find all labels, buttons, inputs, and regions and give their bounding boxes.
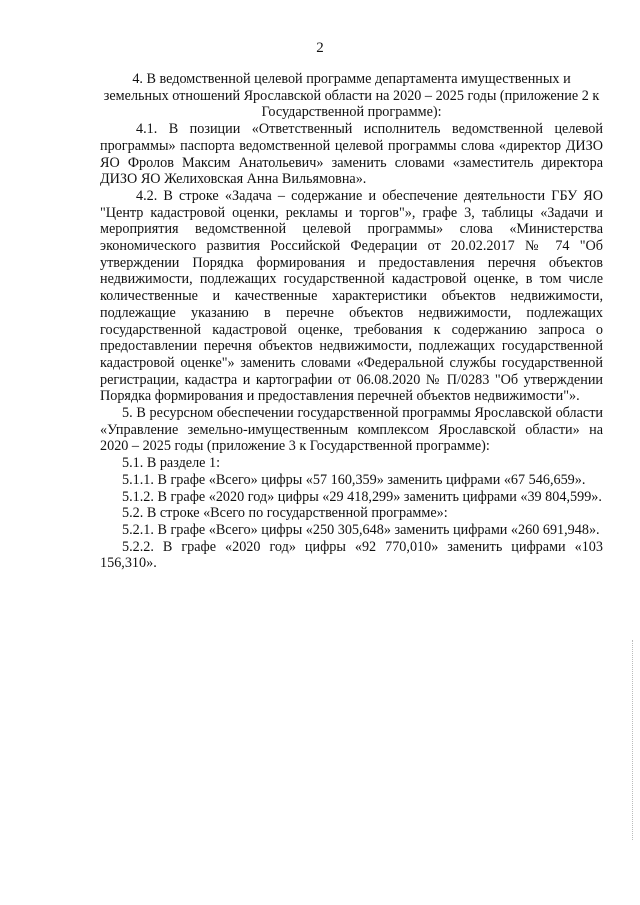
paragraph-5-2: 5.2. В строке «Всего по государственной программе»:	[122, 505, 448, 522]
paragraph-4: 4. В ведомственной целевой программе департамента имущественных и земельных отношений Ярославской области на 2020 – 2025 годы (приложение 2 к Государственной программе):	[103, 71, 600, 121]
paragraph-5-1-2: 5.1.2. В графе «2020 год» цифры «29 418,299» заменить цифрами «39 804,599».	[122, 488, 602, 505]
document-body	[100, 71, 603, 572]
paragraph-5: 5. В ресурсном обеспечении государственной программы Ярославской области «Управление земельно-имущественным комплексом Ярославской области» на 2020 – 2025 годы (приложение 3 к Государственной программе):	[100, 405, 603, 455]
paragraph-4-2: 4.2. В строке «Задача – содержание и обеспечение деятельности ГБУ ЯО "Центр кадастровой оценки, рекламы и торгов"», графе 3, таблицы «Задачи и мероприятия ведомственной целевой программы» слова «Министерства экономического развития Российской Федерации от 20.02.2017 № 74 "Об утверждении Порядка формирования и предоставления перечня объектов недвижимости, подлежащих государственной кадастровой оценке, в том числе количественные и качественные характеристики объектов недвижимости, подлежащие указанию в перечне объектов недвижимости, подлежащих государственной кадастровой оценке, требования к содержанию запроса о предоставлении перечня объектов недвижимости, подлежащих государственной кадастровой оценке"» заменить словами «Федеральной службы государственной регистрации, кадастра и картографии от 06.08.2020 № П/0283 "Об утверждении Порядка формирования и предоставления перечней объектов недвижимости"».	[100, 187, 603, 405]
paragraph-5-2-1: 5.2.1. В графе «Всего» цифры «250 305,648» заменить цифрами «260 691,948».	[122, 521, 600, 538]
paragraph-5-2-2: 5.2.2. В графе «2020 год» цифры «92 770,010» заменить цифрами «103 156,310».	[100, 538, 603, 572]
paragraph-4-1: 4.1. В позиции «Ответственный исполнитель ведомственной целевой программы» паспорта ведомственной целевой программы слова «директор ДИЗО ЯО Фролов Максим Анатольевич» заменить словами «заместитель директора ДИЗО ЯО Желиховская Анна Вильямовна».	[100, 121, 603, 188]
paragraph-5-1: 5.1. В разделе 1:	[122, 455, 221, 472]
paragraph-5-1-1: 5.1.1. В графе «Всего» цифры «57 160,359» заменить цифрами «67 546,659».	[122, 471, 586, 488]
page-number: 2	[316, 40, 324, 56]
scan-margin-mark	[632, 640, 634, 840]
